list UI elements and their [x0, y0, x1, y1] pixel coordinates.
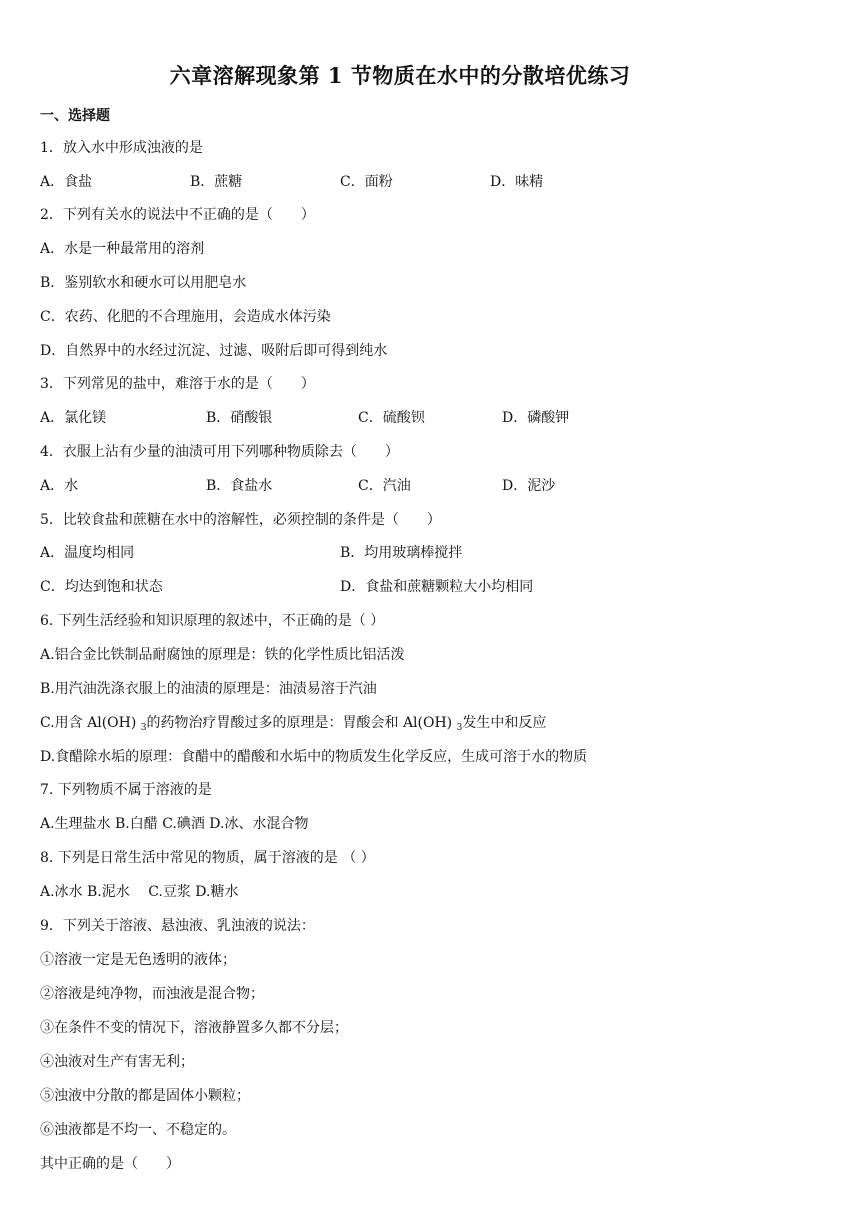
question-8-stem: 8. 下列是日常生活中常见的物质，属于溶液的是 （ ）: [40, 850, 375, 866]
section-heading: 一、选择题: [40, 108, 110, 124]
q8-options: A.冰水 B.泥水 C.豆浆 D.糖水: [40, 884, 239, 900]
q4-option-c: C．汽油: [358, 478, 411, 494]
q4-option-d: D．泥沙: [502, 478, 556, 494]
q3-option-d: D．磷酸钾: [502, 410, 570, 426]
q9-statement-6: ⑥浊液都是不均一、不稳定的。: [40, 1122, 236, 1138]
q2-option-c: C．农药、化肥的不合理施用，会造成水体污染: [40, 309, 331, 325]
q3-option-a: A．氯化镁: [40, 410, 107, 426]
q9-statement-1: ①溶液一定是无色透明的液体；: [40, 952, 236, 968]
q2-option-d: D．自然界中的水经过沉淀、过滤、吸附后即可得到纯水: [40, 343, 388, 359]
question-2-stem: 2．下列有关水的说法中不正确的是（ ）: [40, 207, 315, 223]
q2-option-a: A．水是一种最常用的溶剂: [40, 241, 205, 257]
question-7-stem: 7. 下列物质不属于溶液的是: [40, 782, 212, 798]
q5-option-d: D．食盐和蔗糖颗粒大小均相同: [340, 579, 534, 595]
q5-option-b: B．均用玻璃棒搅拌: [340, 545, 463, 561]
q6-option-c: [40, 713, 546, 738]
q4-option-a: A．水: [40, 478, 79, 494]
q9-statement-3: ③在条件不变的情况下，溶液静置多久都不分层；: [40, 1020, 348, 1036]
q1-option-b: B．蔗糖: [190, 174, 243, 190]
q9-statement-4: ④浊液对生产有害无利；: [40, 1054, 194, 1070]
q6-option-a: A.铝合金比铁制品耐腐蚀的原理是：铁的化学性质比铝活泼: [40, 647, 405, 663]
question-9-stem: 9．下列关于溶液、悬浊液、乳浊液的说法：: [40, 918, 315, 934]
question-1-stem: 1．放入水中形成浊液的是: [40, 140, 203, 156]
q9-statement-5: ⑤浊液中分散的都是固体小颗粒；: [40, 1088, 250, 1104]
q7-options: A.生理盐水 B.白醋 C.碘酒 D.冰、水混合物: [40, 816, 309, 832]
q1-option-c: C．面粉: [340, 174, 393, 190]
q9-statement-2: ②溶液是纯净物，而浊液是混合物；: [40, 986, 264, 1002]
q6-option-d: D.食醋除水垢的原理：食醋中的醋酸和水垢中的物质发生化学反应，生成可溶于水的物质: [40, 749, 588, 765]
q5-option-a: A．温度均相同: [40, 545, 135, 561]
question-5-stem: 5．比较食盐和蔗糖在水中的溶解性，必须控制的条件是（ ）: [40, 512, 441, 528]
question-3-stem: 3．下列常见的盐中，难溶于水的是（ ）: [40, 376, 315, 392]
q4-option-b: B．食盐水: [206, 478, 273, 494]
q5-option-c: C．均达到饱和状态: [40, 579, 163, 595]
q2-option-b: B．鉴别软水和硬水可以用肥皂水: [40, 275, 247, 291]
q6-option-c-part3: 发生中和反应: [462, 715, 547, 731]
q3-option-c: C．硫酸钡: [358, 410, 425, 426]
q3-option-b: B．硝酸银: [206, 410, 273, 426]
q6-option-c-part2: 的药物治疗胃酸过多的原理是：胃酸会和 Al(OH): [146, 715, 457, 731]
question-4-stem: 4．衣服上沾有少量的油渍可用下列哪种物质除去（ ）: [40, 444, 399, 460]
question-6-stem: 6. 下列生活经验和知识原理的叙述中，不正确的是（ ）: [40, 613, 385, 629]
q6-option-b: B.用汽油洗涤衣服上的油渍的原理是：油渍易溶于汽油: [40, 681, 377, 697]
subscript: 3: [140, 723, 147, 733]
q6-option-c-part1: C.用含 Al(OH): [40, 715, 141, 731]
q9-prompt: 其中正确的是（ ）: [40, 1156, 180, 1172]
subscript: 3: [456, 723, 463, 733]
page-title: 六章溶解现象第 1 节物质在水中的分散培优练习: [169, 63, 631, 88]
q1-option-d: D．味精: [490, 174, 544, 190]
q1-option-a: A．食盐: [40, 174, 93, 190]
